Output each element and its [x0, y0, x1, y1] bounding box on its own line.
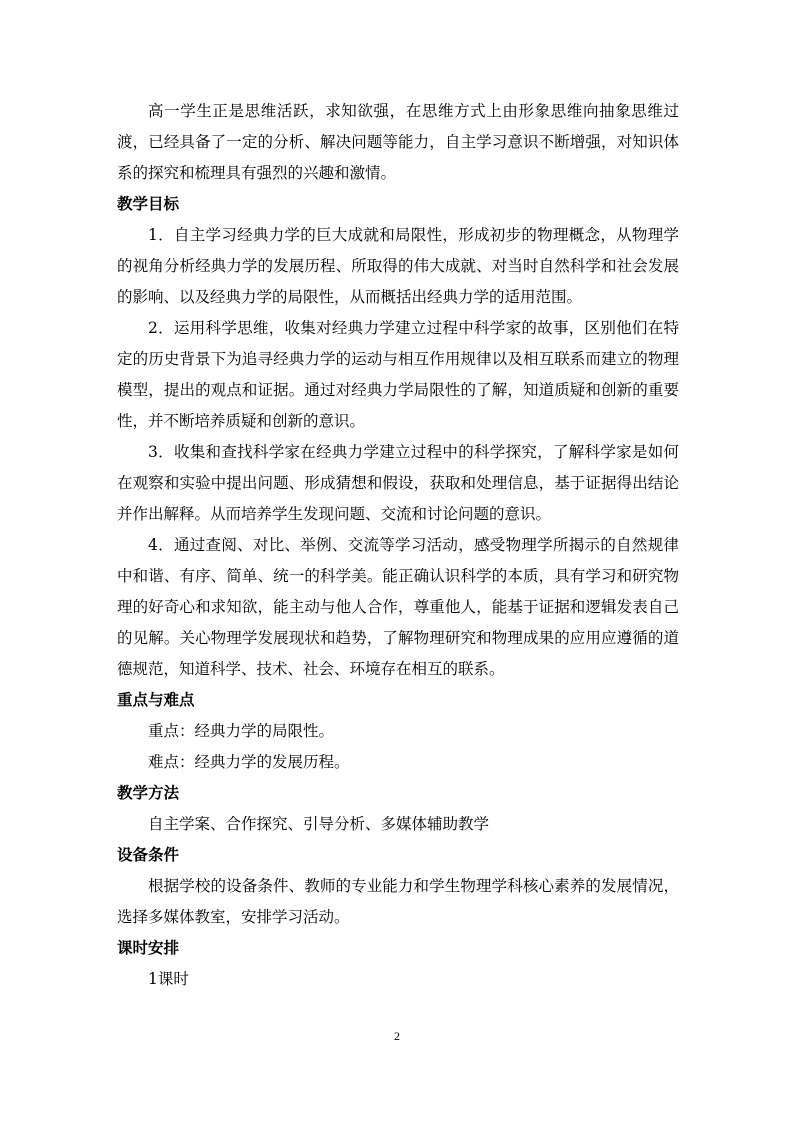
methods-text: 自主学案、合作探究、引导分析、多媒体辅助教学 [148, 815, 490, 833]
methods-heading: 教学方法 [117, 784, 180, 802]
equipment-text: 根据学校的设备条件、教师的专业能力和学生物理学科核心素养的发展情况，选择多媒体教室，安排学习活动。 [117, 877, 679, 926]
intro-paragraph: 高一学生正是思维活跃，求知欲强，在思维方式上由形象思维向抽象思维过渡，已经具备了一定的分析、解决问题等能力，自主学习意识不断增强，对知识体系的探究和梳理具有强烈的兴趣和激情。 [117, 102, 679, 182]
goal-item-4: 4．通过查阅、对比、举例、交流等学习活动，感受物理学所揭示的自然规律中和谐、有序、简单、统一的科学美。能正确认识科学的本质，具有学习和研究物理的好奇心和求知欲，能主动与他人合作，尊重他人，能基于证据和逻辑发表自己的见解。关心物理学发展现状和趋势，了解物理研究和物理成果的应用应遵循的道德规范，知道科学、技术、社会、环境存在相互的联系。 [117, 536, 679, 678]
goals-heading: 教学目标 [117, 195, 180, 213]
goal-item-2: 2．运用科学思维，收集对经典力学建立过程中科学家的故事，区别他们在特定的历史背景下为追寻经典力学的运动与相互作用规律以及相互联系而建立的物理模型，提出的观点和证据。通过对经典力学局限性的了解，知道质疑和创新的重要性，并不断培养质疑和创新的意识。 [117, 319, 679, 430]
focus-point: 重点：经典力学的局限性。 [148, 722, 335, 740]
page-number: 2 [394, 1029, 400, 1043]
schedule-heading: 课时安排 [117, 939, 180, 957]
goal-item-1: 1．自主学习经典力学的巨大成就和局限性，形成初步的物理概念，从物理学的视角分析经典力学的发展历程、所取得的伟大成就、对当时自然科学和社会发展的影响、以及经典力学的局限性，从而概括出经典力学的适用范围。 [117, 226, 679, 306]
goal-item-3: 3．收集和查找科学家在经典力学建立过程中的科学探究，了解科学家是如何在观察和实验中提出问题、形成猜想和假设，获取和处理信息，基于证据得出结论并作出解释。从而培养学生发现问题、交流和讨论问题的意识。 [117, 443, 679, 523]
schedule-text: 1课时 [148, 970, 189, 988]
document-body [117, 96, 679, 995]
key-points-heading: 重点与难点 [117, 691, 195, 709]
difficulty-point: 难点：经典力学的发展历程。 [148, 753, 350, 771]
equipment-heading: 设备条件 [117, 846, 180, 864]
